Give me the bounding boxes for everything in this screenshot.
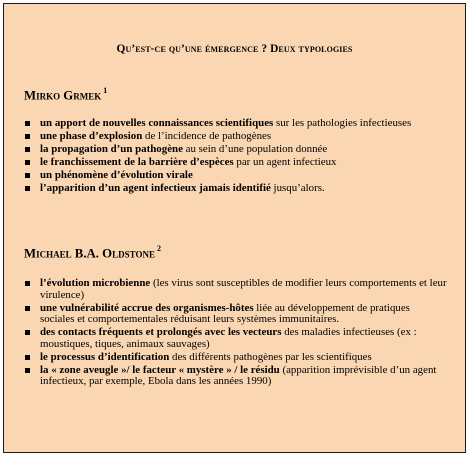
- list-item: [24, 278, 447, 301]
- item-text: sur les pathologies infectieuses: [273, 117, 412, 129]
- list-item: [24, 327, 447, 350]
- square-bullet-icon: [25, 134, 30, 139]
- section-author-grmek: [24, 87, 107, 103]
- typology-box: [3, 3, 466, 453]
- list-item: [24, 157, 447, 169]
- list-item: [24, 303, 447, 326]
- item-text: au sein d’une population donnée: [182, 143, 328, 155]
- oldstone-list: [24, 278, 447, 389]
- square-bullet-icon: [25, 121, 30, 126]
- square-bullet-icon: [25, 330, 30, 335]
- item-bold: l’apparition d’un agent infectieux jamais identifié: [40, 182, 271, 194]
- item-text: liée au développement de pratiques sociales et comportementales réduisant leurs systèmes immunitaires.: [40, 301, 410, 325]
- section-author-oldstone: [24, 245, 161, 261]
- item-bold: la propagation d’un pathogène: [40, 143, 183, 155]
- list-item: [24, 183, 447, 195]
- footnote-marker: 1: [103, 86, 108, 95]
- list-item: [24, 170, 447, 182]
- item-bold: une vulnérabilité accrue des organismes-hôtes: [40, 301, 254, 314]
- item-bold: le franchissement de la barrière d’espèces: [40, 156, 234, 168]
- author-name: Mirko Grmek: [24, 88, 102, 103]
- list-item: [24, 144, 447, 156]
- square-bullet-icon: [25, 160, 30, 165]
- item-text: des maladies infectieuses (ex : moustiques, tiques, animaux sauvages): [40, 326, 417, 350]
- footnote-marker: 2: [156, 244, 161, 253]
- square-bullet-icon: [25, 306, 30, 311]
- list-item: [24, 352, 447, 364]
- grmek-list: [24, 118, 447, 196]
- item-text: de l’incidence de pathogènes: [142, 130, 272, 142]
- item-text: par un agent infectieux: [233, 156, 337, 168]
- item-text: jusqu’alors.: [270, 182, 325, 194]
- item-bold: un phénomène d’évolution virale: [40, 169, 193, 181]
- item-bold: des contacts fréquents et prolongés avec les vecteurs: [40, 326, 282, 338]
- item-bold: un apport de nouvelles connaissances scientifiques: [40, 117, 274, 129]
- square-bullet-icon: [25, 355, 30, 360]
- square-bullet-icon: [25, 368, 30, 373]
- square-bullet-icon: [25, 186, 30, 191]
- square-bullet-icon: [25, 281, 30, 286]
- item-bold: l’évolution microbienne: [40, 277, 151, 289]
- item-text: (les virus sont susceptibles de modifier leurs comportements et leur virulence): [40, 277, 447, 301]
- item-text: (apparition imprévisible d’un agent infectieux, par exemple, Ebola dans les années 1990): [40, 363, 437, 387]
- item-bold: le processus d’identification: [40, 350, 170, 363]
- square-bullet-icon: [25, 147, 30, 152]
- author-name: Michael B.A. Oldstone: [24, 246, 155, 261]
- list-item: [24, 365, 447, 388]
- item-bold: la « zone aveugle »/ le facteur « mystère » / le résidu: [40, 363, 280, 376]
- list-item: [24, 131, 447, 143]
- list-item: [24, 118, 447, 130]
- box-title: Qu’est-ce qu’une émergence ? Deux typologies: [116, 43, 353, 55]
- square-bullet-icon: [25, 173, 30, 178]
- item-text: des différents pathogènes par les scientifiques: [169, 350, 372, 363]
- item-bold: une phase d’explosion: [40, 130, 143, 142]
